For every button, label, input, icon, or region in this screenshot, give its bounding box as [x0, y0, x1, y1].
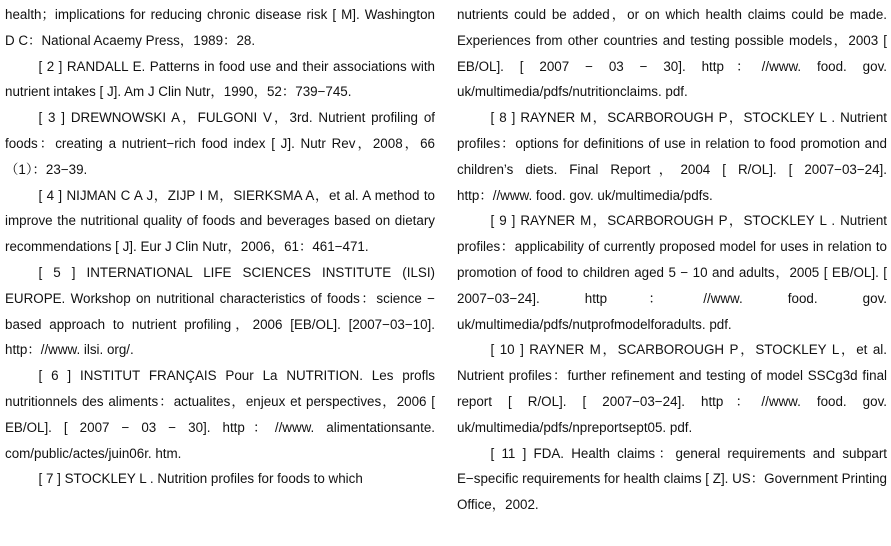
right-column — [457, 0, 891, 546]
reference-text: health；implications for reducing chronic disease risk [ M]. Washington D C：National Acaemy Press，1989：28. — [5, 7, 435, 48]
left-column — [0, 0, 435, 546]
reference-number: [ 9 ] — [490, 213, 516, 229]
reference-text: DREWNOWSKI A，FULGONI V，3rd. Nutrient profiling of foods：creating a nutrient−rich food index [ J]. Nutr Rev，2008，66（1）：23−39. — [5, 110, 435, 177]
reference-item — [457, 105, 887, 208]
reference-item — [5, 363, 435, 466]
reference-item — [457, 208, 887, 337]
reference-text: FDA. Health claims：general requirements and subpart E−specific requirements for health claims [ Z]. US：Government Printing Office，2002. — [457, 445, 887, 513]
reference-text: RAYNER M，SCARBOROUGH P，STOCKLEY L，et al. Nutrient profiles：further refinement and testing of model SSCg3d final report [ R/OL]. [ 2007−03−24]. http：//www. food. gov. uk/multimedia/pdfs/npreportsept05. pdf. — [457, 342, 887, 435]
reference-text: RAYNER M，SCARBOROUGH P，STOCKLEY L . Nutrient profiles：applicability of currently proposed model for uses in relation to promotion of food to children aged 5 − 10 and adults，2005 [ EB/OL]. [ 2007−03−24]. http：//www. food. gov. uk/multimedia/pdfs/nutprofmodelforadults. pdf. — [457, 213, 887, 332]
reference-item — [5, 183, 435, 260]
reference-number: [ 7 ] — [38, 471, 61, 487]
reference-item — [5, 260, 435, 363]
reference-text: INTERNATIONAL LIFE SCIENCES INSTITUTE (ILSI) EUROPE. Workshop on nutritional characteristics of foods：science − based approach to nutrient profiling，2006 [EB/OL]. [2007−03−10]. http：//www. ilsi. org/. — [5, 264, 435, 358]
reference-item — [457, 441, 887, 518]
reference-continuation — [5, 2, 435, 54]
reference-number: [ 2 ] — [38, 58, 63, 74]
reference-number: [ 10 ] — [490, 342, 524, 358]
reference-item — [5, 54, 435, 106]
reference-text: NIJMAN C A J，ZIJP I M，SIERKSMA A，et al. A method to improve the nutritional quality of foods and beverages based on dietary recommendations [ J]. Eur J Clin Nutr，2006，61：461−471. — [5, 187, 435, 255]
reference-text: nutrients could be added，or on which health claims could be made. Experiences from other countries and testing possible models，2003 [ EB/OL]. [ 2007 − 03 − 30]. http：//www. food. gov. uk/multimedia/pdfs/nutritionclaims. pdf. — [457, 7, 887, 100]
reference-number: [ 8 ] — [490, 110, 516, 126]
reference-continuation — [457, 2, 887, 105]
reference-text: RANDALL E. Patterns in food use and their associations with nutrient intakes [ J]. Am J Clin Nutr，1990，52：739−745. — [5, 58, 435, 100]
reference-item — [5, 466, 435, 492]
reference-text: STOCKLEY L . Nutrition profiles for foods to which — [60, 471, 363, 487]
reference-number: [ 4 ] — [38, 187, 63, 203]
reference-item — [457, 337, 887, 440]
reference-text: INSTITUT FRANÇAIS Pour La NUTRITION. Les profls nutritionnels des aliments：actualites，enjeux et perspectives，2006 [ EB/OL]. [ 2007 − 03 − 30]. http：//www. alimentationsante. com/public/actes/juin06r. htm. — [5, 368, 435, 461]
reference-number: [ 6 ] — [38, 368, 72, 384]
reference-number: [ 5 ] — [38, 264, 76, 280]
reference-number: [ 3 ] — [38, 110, 66, 126]
reference-text: RAYNER M，SCARBOROUGH P，STOCKLEY L . Nutrient profiles：options for definitions of use in relation to food promotion and children’s diets. Final Report，2004 [ R/OL]. [ 2007−03−24]. http：//www. food. gov. uk/multimedia/pdfs. — [457, 110, 887, 203]
reference-item — [5, 105, 435, 182]
reference-number: [ 11 ] — [490, 445, 527, 461]
